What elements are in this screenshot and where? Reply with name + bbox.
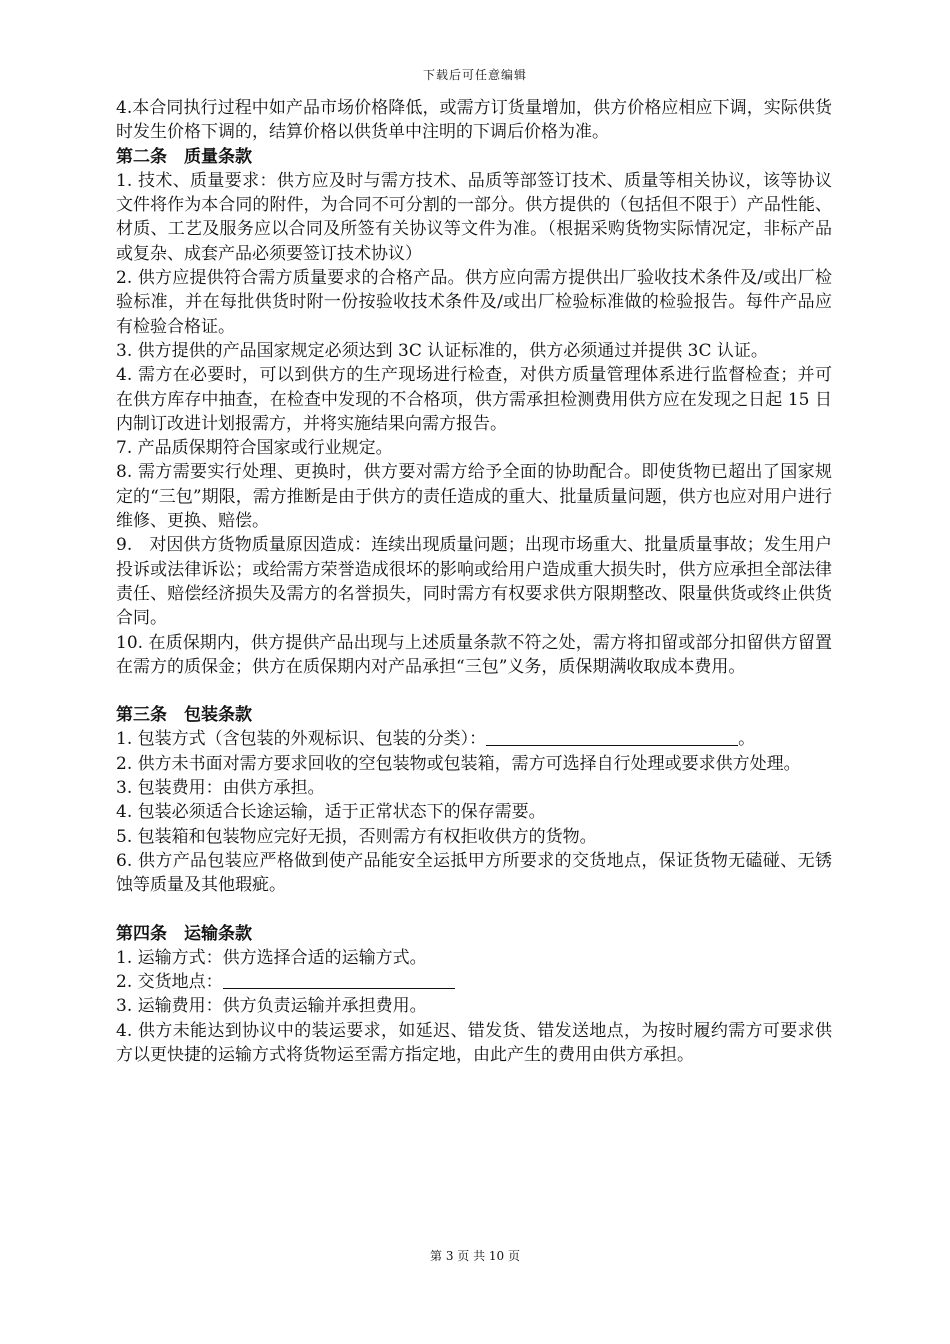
packaging-item-1 (116, 727, 832, 751)
packaging-item: 6. 供方产品包装应严格做到使产品能安全运抵甲方所要求的交货地点，保证货物无磕碰、无锈蚀等质量及其他瑕疵。 (116, 850, 832, 896)
packaging-item: 3. 包装费用：由供方承担。 (116, 778, 325, 799)
transport-item: 1. 运输方式：供方选择合适的运输方式。 (116, 947, 427, 968)
delivery-place-label: 2. 交货地点： (116, 972, 223, 993)
page-header: 下载后可任意编辑 (422, 68, 527, 82)
packaging-method-suffix: 。 (738, 729, 756, 750)
transport-item-2 (116, 970, 832, 994)
quality-item: 4. 需方在必要时，可以到供方的生产现场进行检查，对供方质量管理体系进行监督检查；并可在供方库存中抽查，在检查中发现的不合格项，供方需承担检测费用供方应在发现之日起 15 日内制订改进计划报需方，并将实施结果向需方报告。 (116, 365, 832, 434)
packaging-item: 5. 包装箱和包装物应完好无损，否则需方有权拒收供方的货物。 (116, 826, 597, 847)
section-heading-transport: 第四条 运输条款 (116, 923, 252, 944)
document-body (116, 96, 832, 1067)
packaging-item: 4. 包装必须适合长途运输，适于正常状态下的保存需要。 (116, 802, 546, 823)
page-number-footer: 第 3 页 共 10 页 (430, 1249, 520, 1263)
transport-item: 3. 运输费用：供方负责运输并承担费用。 (116, 996, 427, 1017)
price-clause-paragraph: 4.本合同执行过程中如产品市场价格降低，或需方订货量增加，供方价格应相应下调，实际供货时发生价格下调的，结算价格以供货单中注明的下调后价格为准。 (116, 98, 832, 143)
section-spacer (116, 898, 832, 922)
quality-item: 1. 技术、质量要求：供方应及时与需方技术、品质等部签订技术、质量等相关协议，该等协议文件将作为本合同的附件，为合同不可分割的一部分。供方提供的（包括但不限于）产品性能、材质、工艺及服务应以合同及所签有关协议等文件为准。（根据采购货物实际情况定，非标产品或复杂、成套产品必须要签订技术协议） (116, 170, 832, 264)
section-spacer (116, 679, 832, 703)
quality-item: 3. 供方提供的产品国家规定必须达到 3C 认证标准的，供方必须通过并提供 3C 认证。 (116, 340, 768, 361)
packaging-item: 2. 供方未书面对需方要求回收的空包装物或包装箱，需方可选择自行处理或要求供方处理。 (116, 753, 801, 774)
quality-item: 10. 在质保期内，供方提供产品出现与上述质量条款不符之处，需方将扣留或部分扣留供方留置在需方的质保金；供方在质保期内对产品承担“三包”义务，质保期满收取成本费用。 (116, 632, 832, 677)
section-heading-packaging: 第三条 包装条款 (116, 705, 252, 726)
delivery-place-blank[interactable] (223, 971, 455, 989)
quality-item: 8. 需方需要实行处理、更换时，供方要对需方给予全面的协助配合。即使货物已超出了国家规定的“三包”期限，需方推断是由于供方的责任造成的重大、批量质量问题，供方也应对用户进行维修、更换、赔偿。 (116, 462, 832, 532)
transport-item: 4. 供方未能达到协议中的装运要求，如延迟、错发货、错发送地点，为按时履约需方可要求供方以更快捷的运输方式将货物运至需方指定地，由此产生的费用由供方承担。 (116, 1020, 832, 1065)
quality-item: 7. 产品质保期符合国家或行业规定。 (116, 438, 393, 459)
packaging-method-blank[interactable] (486, 728, 738, 746)
packaging-method-label: 1. 包装方式（含包装的外观标识、包装的分类）： (116, 729, 487, 750)
quality-item: 9. 对因供方货物质量原因造成：连续出现质量问题；出现市场重大、批量质量事故；发生用户投诉或法律诉讼；或给需方荣誉造成很坏的影响或给用户造成重大损失时，供方应承担全部法律责任、赔偿经济损失及需方的名誉损失，同时需方有权要求供方限期整改、限量供货或终止供货合同。 (116, 535, 832, 629)
quality-item: 2. 供方应提供符合需方质量要求的合格产品。供方应向需方提供出厂验收技术条件及/或出厂检验标准，并在每批供货时附一份按验收技术条件及/或出厂检验标准做的检验报告。每件产品应有检验合格证。 (116, 268, 832, 337)
section-heading-quality: 第二条 质量条款 (116, 146, 252, 167)
